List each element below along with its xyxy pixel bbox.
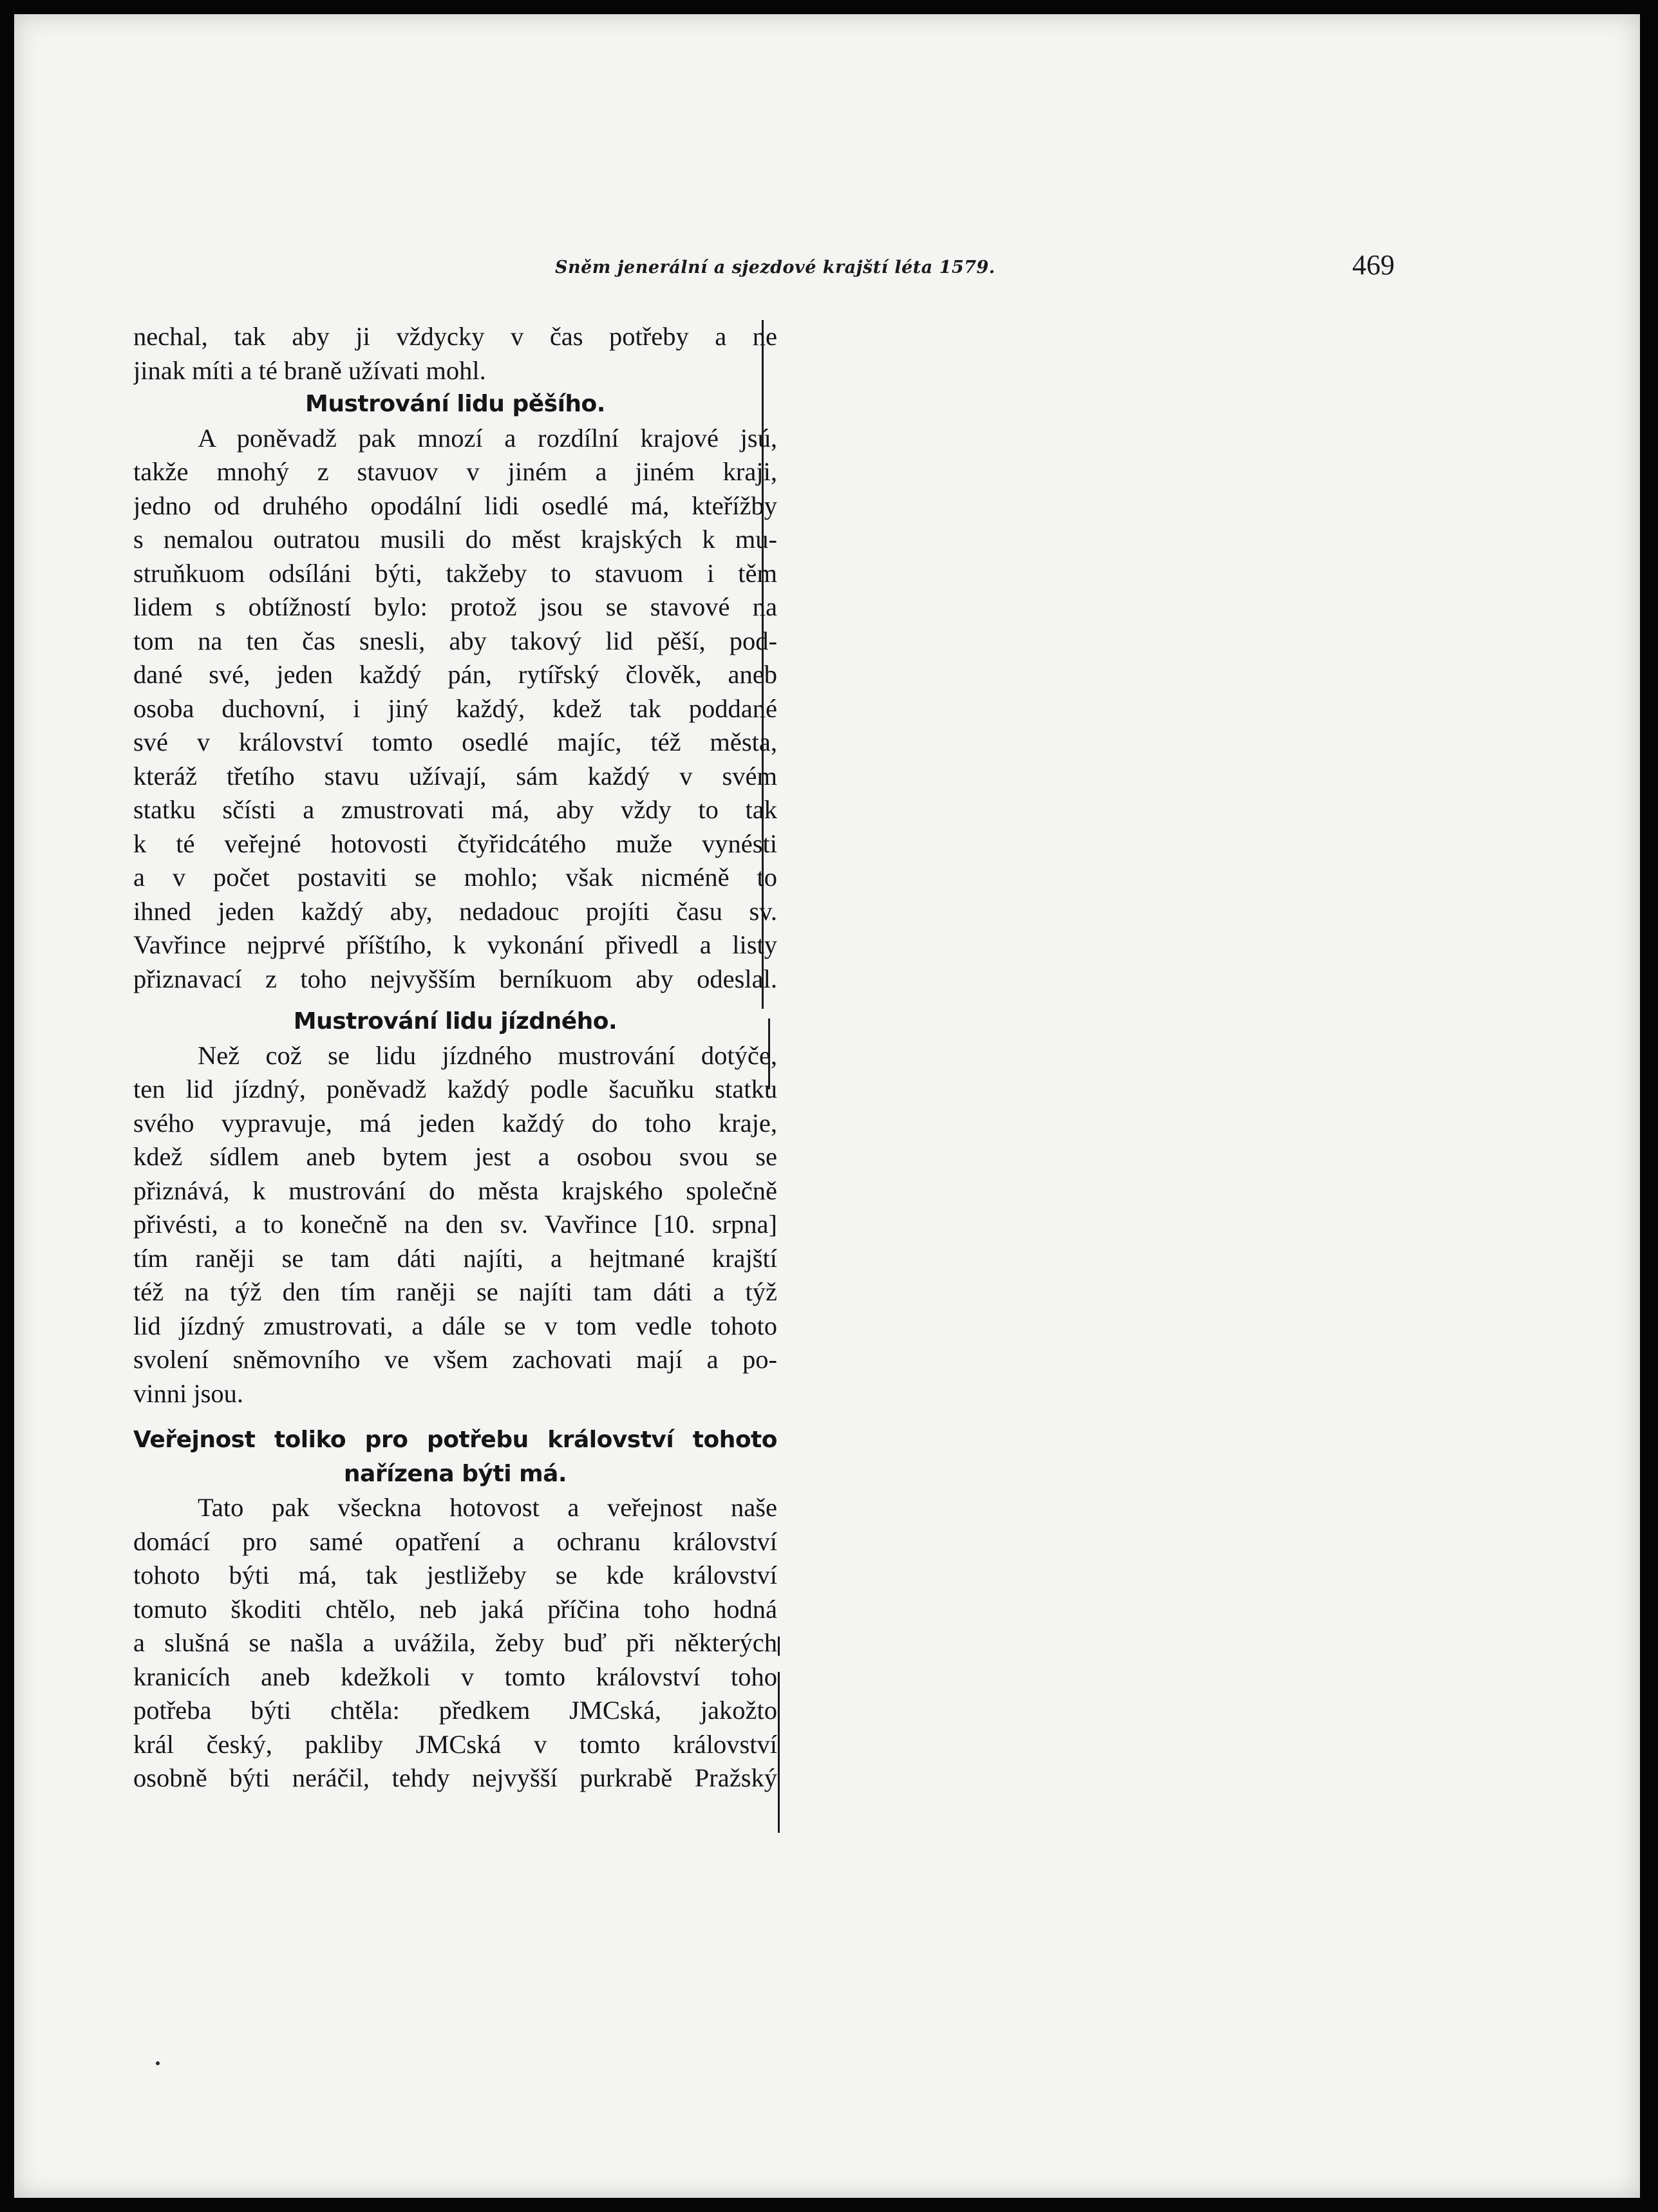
text-line: nechal, tak aby ji vždycky v čas potřeby a ne — [133, 322, 777, 351]
text-line: struňkuom odsíláni býti, takžeby to stavuom i těm — [133, 558, 777, 588]
text-line: potřeba býti chtěla: předkem JMCská, jakožto — [133, 1696, 777, 1725]
text-line: kranicích aneb kdežkoli v tomto království toho — [133, 1662, 777, 1691]
text-line: svého vypravuje, má jeden každý do toho kraje, — [133, 1108, 777, 1138]
section-heading: Mustrování lidu jízdného. — [293, 1008, 617, 1035]
text-line: přiznavací z toho nejvyšším berníkuom aby odeslal. — [133, 964, 777, 993]
text-line: lid jízdný zmustrovati, a dále se v tom vedle tohoto — [133, 1311, 777, 1340]
text-line: osobně býti neráčil, tehdy nejvyšší purkrabě Pražský — [133, 1763, 777, 1792]
text-line: dané své, jeden každý pán, rytířský člověk, aneb — [133, 660, 777, 689]
text-line: král český, pakliby JMCská v tomto království — [133, 1729, 777, 1759]
text-line: ihned jeden každý aby, nedadouc projíti času sv. — [133, 896, 777, 926]
text-line: Tato pak všeckna hotovost a veřejnost naše — [198, 1493, 777, 1522]
ink-speck — [156, 2061, 160, 2065]
text-line: jinak míti a té braně užívati mohl. — [133, 355, 486, 385]
text-line: statku sčísti a zmustrovati má, aby vždy to tak — [133, 795, 777, 824]
text-line: též na týž den tím raněji se najíti tam dáti a týž — [133, 1277, 777, 1306]
text-line: tím raněji se tam dáti najíti, a hejtmané krajští — [133, 1243, 777, 1273]
text-line: a slušná se našla a uvážila, žeby buď při některých — [133, 1628, 777, 1657]
section-heading: Veřejnost toliko pro potřebu království tohoto — [133, 1427, 777, 1453]
text-line: Vavřince nejprvé příštího, k vykonání přivedl a listy — [133, 930, 777, 959]
page-sheet — [14, 14, 1640, 2198]
text-line: A poněvadž pak mnozí a rozdílní krajové jsú, — [198, 423, 777, 453]
section-heading: nařízena býti má. — [343, 1460, 567, 1487]
text-line: tom na ten čas snesli, aby takový lid pěší, pod- — [133, 626, 777, 655]
text-line: přiznává, k mustrování do města krajského společně — [133, 1176, 777, 1205]
text-line: lidem s obtížností bylo: protož jsou se stavové na — [133, 592, 777, 621]
text-line: ten lid jízdný, poněvadž každý podle šacuňku statku — [133, 1074, 777, 1103]
margin-rule — [778, 1672, 780, 1833]
margin-rule — [778, 1636, 780, 1656]
section-heading: Mustrování lidu pěšího. — [305, 391, 605, 417]
text-line: své v království tomto osedlé majíc, též města, — [133, 727, 777, 756]
text-line: tomuto škoditi chtělo, neb jaká příčina toho hodná — [133, 1594, 777, 1624]
running-head: Sněm jenerální a sjezdové krajští léta 1579. — [555, 258, 995, 277]
spacer — [133, 1411, 777, 1423]
text-line: tohoto býti má, tak jestližeby se kde království — [133, 1561, 777, 1589]
text-line: svolení sněmovního ve všem zachovati mají a po- — [133, 1345, 777, 1374]
text-line: přivésti, a to konečně na den sv. Vavřince [10. srpna] — [133, 1210, 777, 1239]
text-line: kteráž třetího stavu užívají, sám každý v svém — [133, 761, 777, 791]
page-number: 469 — [1352, 249, 1395, 281]
text-line: domácí pro samé opatření a ochranu království — [133, 1526, 777, 1556]
text-line: kdež sídlem aneb bytem jest a osobou svou se — [133, 1142, 777, 1171]
text-line: takže mnohý z stavuov v jiném a jiném kraji, — [133, 457, 777, 486]
text-column — [133, 320, 777, 1795]
text-line: jedno od druhého opodální lidi osedlé má, kteřížby — [133, 491, 777, 520]
spacer — [133, 996, 777, 1005]
text-line: s nemalou outratou musili do měst krajských k mu- — [133, 525, 777, 554]
text-line: k té veřejné hotovosti čtyřidcátého muže vynésti — [133, 829, 777, 858]
text-line: a v počet postaviti se mohlo; však nicméně to — [133, 863, 777, 892]
text-line: vinni jsou. — [133, 1378, 244, 1408]
text-line: osoba duchovní, i jiný každý, kdež tak poddané — [133, 693, 777, 723]
text-line: Než což se lidu jízdného mustrování dotýče, — [198, 1040, 777, 1070]
